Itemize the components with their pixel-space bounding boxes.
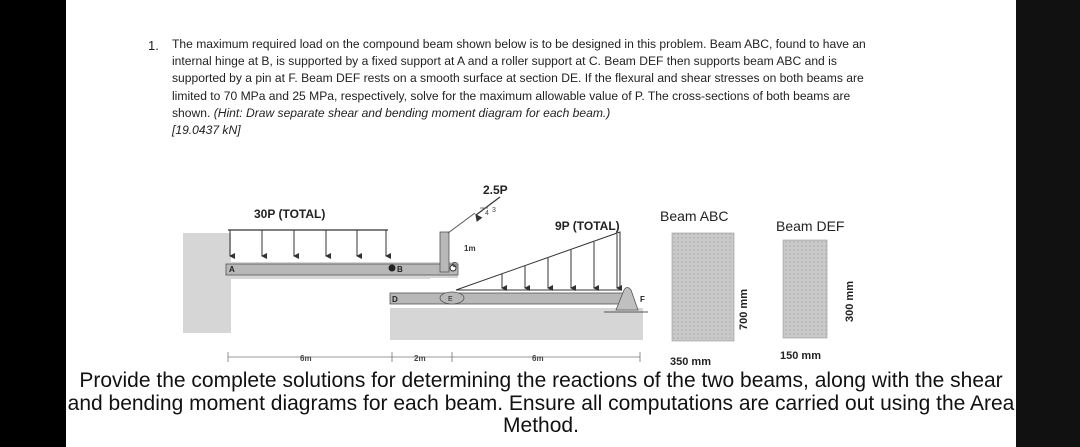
triangular-load-arrows [502,234,617,288]
beam-def [390,293,628,304]
def-width-label: 150 mm [780,350,821,362]
problem-answer: [19.0437 kN] [172,123,241,138]
uniform-load-arrows [230,230,386,256]
arm-length-label: 1m [464,244,476,253]
point-b-label: B [397,265,403,274]
slope-4-label: 4 [485,210,489,217]
point-a-label: A [229,265,235,274]
smooth-surface-block [390,308,643,340]
point-c-label: C [452,262,458,269]
vertical-arm [440,232,449,272]
load-9p-label: 9P (TOTAL) [555,219,620,233]
problem-number: 1. [148,38,159,53]
load-25p-label: 2.5P [483,183,508,197]
abc-width-label: 350 mm [670,356,711,368]
beam-abc [226,264,458,275]
problem-body: The maximum required load on the compound beam shown below is to be designed in this problem. Beam ABC, found to have an internal hinge at B, is supported by a fixed support at A and a roller support at C. Beam DEF then supports beam ABC and is supported by a pin at F. Beam DEF rests on a smooth surface at section DE. If the flexural and shear stresses on both beams are limited to 70 MPa and 25 MPa, respectively, solve for the maximum allowable value of P. The cross-sections of both beams are shown. [172,37,866,120]
def-height-label: 300 mm [844,281,856,322]
load-30p-label: 30P (TOTAL) [254,207,326,221]
triangular-load [456,232,620,290]
problem-hint: (Hint: Draw separate shear and bending moment diagram for each beam.) [213,105,611,120]
beam-def-label: Beam DEF [776,218,845,234]
load-arm-line [448,213,475,233]
dim-2m: 2m [414,354,426,363]
dim-6m-right: 6m [532,354,544,363]
abc-cross-section [672,233,734,341]
hinge-b [389,265,396,272]
point-e-label: E [448,296,453,303]
dim-6m-left: 6m [300,354,312,363]
point-f-label: F [640,295,645,304]
abc-height-label: 700 mm [738,289,750,330]
fixed-wall [183,233,231,333]
slope-3-label: 3 [492,207,496,214]
assignment-prompt: Provide the complete solutions for determining the reactions of the two beams, along with the shear and bending moment diagrams for each beam. Ensure all computations are carried out using the Area Method. [67,369,1015,437]
def-cross-section [783,240,827,338]
point-d-label: D [392,295,398,304]
beam-abc-label: Beam ABC [660,208,729,224]
